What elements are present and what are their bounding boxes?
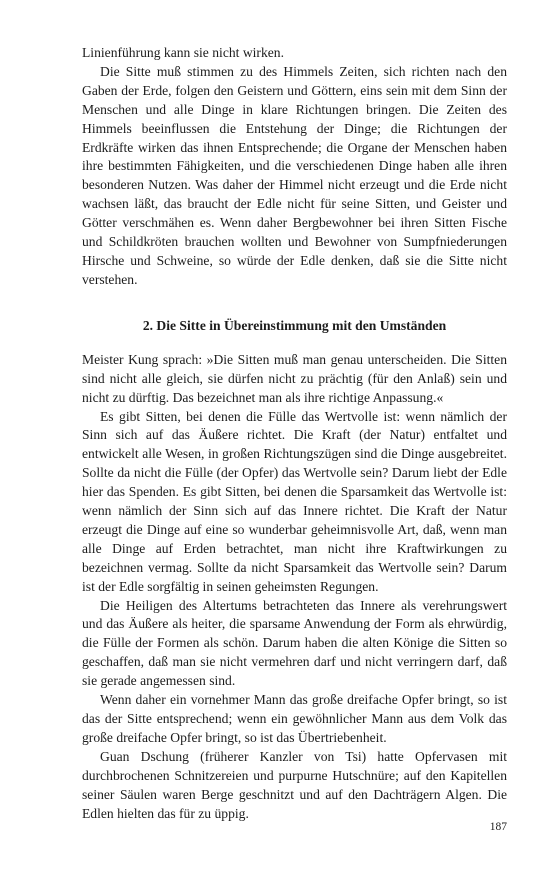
paragraph: Wenn daher ein vornehmer Mann das große dreifache Opfer bringt, so ist das der Sitte entsprechend; wenn ein gewöhnlicher Mann aus dem Volk das große dreifache Opfer bringt, so ist das Übertriebenheit. bbox=[82, 692, 507, 745]
section-heading: 2. Die Sitte in Übereinstimmung mit den Umständen bbox=[142, 317, 447, 333]
paragraph: Die Sitte muß stimmen zu des Himmels Zeiten, sich richten nach den Gaben der Erde, folgen den Geistern und Göttern, eins sein mit dem Sinn der Menschen und alle Dinge in klare Richtungen bringen. Die Zeiten des Himmels beeinflussen die Entstehung der Dinge; die Richtungen der Erdkräfte wirken das ihnen Entsprechende; die Organe der Menschen haben ihre bestimmten Fähigkeiten, und die verschiedenen Dinge haben alle ihren besonderen Nutzen. Was daher der Himmel nicht erzeugt und die Erde nicht wachsen läßt, das braucht der Edle nicht für seine Sitten, und Geister und Götter verschmähen es. Wenn daher Bergbewohner bei ihren Sitten Fische und Schildkröten brauchen wollten und Bewohner von Sumpfniederungen Hirsche und Schweine, so würde der Edle denken, daß sie die Sitte nicht verstehen. bbox=[82, 63, 507, 287]
paragraph: Guan Dschung (früherer Kanzler von Tsi) hatte Opfervasen mit durchbrochenen Schnitzereien und purpurne Hutschnüre; auf den Kapitellen seiner Säulen waren Berge geschnitzt und auf den Dachträgern Algen. Die Edlen hielten das für zu üppig. bbox=[82, 748, 507, 821]
paragraph: Meister Kung sprach: »Die Sitten muß man genau unterscheiden. Die Sitten sind nicht alle gleich, sie dürfen nicht zu prächtig (für den Anlaß) sein und nicht zu dürftig. Das bezeichnet man als ihre richtige Anpassung.« bbox=[82, 351, 507, 405]
paragraph: Es gibt Sitten, bei denen die Fülle das Wertvolle ist: wenn nämlich der Sinn sich auf das Äußere richtet. Die Kraft (der Natur) entfaltet und entwickelt alle Wesen, in großen Richtungszügen sind die Dinge ausgebreitet. Sollte da nicht die Fülle (der Opfer) das Wertvolle sein? Darum liebt der Edle hier das Spenden. Es gibt Sitten, bei denen die Sparsamkeit das Wertvolle ist: wenn nämlich der Sinn sich auf das Innere richtet. Die Kraft der Natur erzeugt die Dinge auf eine so wunderbar geheimnisvolle Art, daß, wenn man alle Dinge auf Erden betrachtet, man nicht ihre Kraftwirkungen zu bezeichnen vermag. Sollte da nicht Sparsamkeit das Wertvolle sein? Darum ist der Edle sorgfältig in seinen geheimsten Regungen. bbox=[82, 408, 507, 594]
page-number: 187 bbox=[489, 821, 507, 833]
page-body bbox=[82, 44, 507, 823]
paragraph: Die Heiligen des Altertums betrachteten das Innere als verehrungswert und das Äußere als heiter, die sparsame Anwendung der Form als ehrwürdig, die Fülle der Formen als schön. Darum haben die alten Könige die Sitten so geschaffen, daß man sie nicht vermehren darf und nicht verringern darf, daß sie gerade angemessen sind. bbox=[82, 597, 507, 689]
paragraph-continuation: Linienführung kann sie nicht wirken. bbox=[82, 45, 284, 60]
